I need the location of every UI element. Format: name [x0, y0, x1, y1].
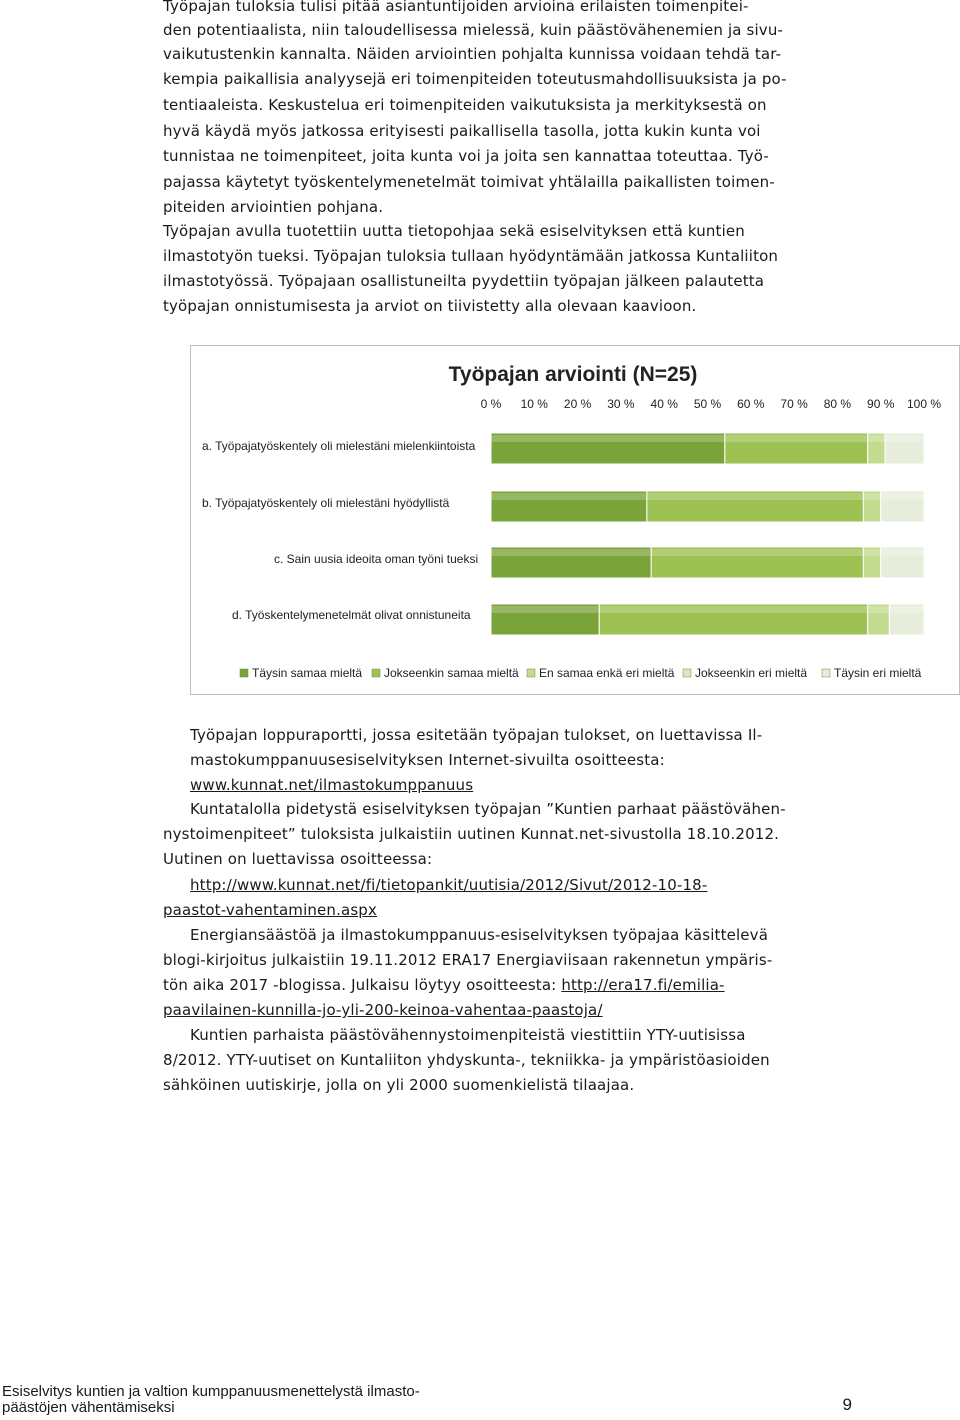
- x-tick-label: 10 %: [520, 397, 548, 411]
- body-line: Energiansäästöä ja ilmastokumppanuus-esiselvityksen työpajaa käsittelevä: [190, 926, 769, 944]
- intro-line: ilmastotyön tueksi. Työpajan tuloksia tullaan hyödyntämään jatkossa Kuntaliiton: [163, 247, 779, 265]
- category-label: b. Työpajatyöskentely oli mielestäni hyödyllistä: [202, 496, 450, 510]
- news-article-link[interactable]: http://www.kunnat.net/fi/tietopankit/uutisia/2012/Sivut/2012-10-18-: [190, 876, 708, 894]
- bar-highlight: [881, 549, 924, 556]
- body-line: mastokumppanuusesiselvityksen Internet-sivuilta osoitteesta:: [190, 751, 665, 769]
- chart-title: Työpajan arviointi (N=25): [448, 363, 698, 386]
- legend-label: Jokseenkin eri mieltä: [695, 666, 808, 680]
- bar-highlight: [863, 493, 880, 500]
- x-tick-label: 20 %: [563, 397, 592, 411]
- era17-blog-link[interactable]: http://era17.fi/emilia-: [561, 976, 725, 994]
- body-line: Kuntatalolla pidetystä esiselvityksen työpajan ”Kuntien parhaat päästövähen-: [190, 800, 786, 818]
- page-number: 9: [842, 1395, 852, 1414]
- x-tick-label: 50 %: [693, 397, 722, 411]
- blog-text: tön aika 2017 -blogissa. Julkaisu löytyy osoitteesta:: [163, 976, 562, 994]
- bar-highlight: [725, 435, 868, 442]
- legend-swatch: [822, 669, 830, 677]
- category-label: c. Sain uusia ideoita oman työni tueksi: [274, 552, 479, 566]
- body-line: Kuntien parhaista päästövähennystoimenpiteistä viestittiin YTY-uutisissa: [190, 1026, 746, 1044]
- evaluation-chart-svg: [190, 345, 960, 695]
- legend-label: Jokseenkin samaa mieltä: [384, 666, 519, 680]
- x-tick-label: 30 %: [607, 397, 635, 411]
- body-line: nystoimenpiteet” tuloksista julkaistiin uutinen Kunnat.net-sivustolla 18.10.2012.: [163, 825, 780, 843]
- intro-line: pajassa käytetyt työskentelymenetelmät toimivat yhtälailla paikallisten toimen-: [163, 173, 775, 191]
- intro-line: hyvä käydä myös jatkossa erityisesti paikallisella tasolla, jotta kukin kunta voi: [163, 122, 761, 140]
- intro-line: tentiaaleista. Keskustelua eri toimenpiteiden vaikutuksista ja merkityksestä on: [163, 96, 767, 114]
- bar-highlight: [868, 435, 885, 442]
- legend-swatch: [527, 669, 535, 677]
- bar-highlight: [491, 493, 647, 500]
- footer-line: päästöjen vähentämiseksi: [2, 1399, 175, 1416]
- evaluation-chart: [190, 345, 960, 695]
- legend-swatch: [372, 669, 380, 677]
- legend-label: En samaa enkä eri mieltä: [539, 666, 675, 680]
- bar-highlight: [599, 606, 867, 613]
- x-tick-label: 0 %: [480, 397, 502, 411]
- bar-highlight: [651, 549, 863, 556]
- x-tick-label: 70 %: [780, 397, 808, 411]
- body-line: Uutinen on luettavissa osoitteessa:: [163, 850, 433, 868]
- bar-highlight: [889, 606, 924, 613]
- x-tick-label: 40 %: [650, 397, 678, 411]
- category-label: a. Työpajatyöskentely oli mielestäni mielenkiintoista: [202, 439, 476, 453]
- bar-highlight: [863, 549, 880, 556]
- category-label: d. Työskentelymenetelmät olivat onnistuneita: [232, 608, 471, 622]
- body-line: 8/2012. YTY-uutiset on Kuntaliiton yhdyskunta-, tekniikka- ja ympäristöasioiden: [163, 1051, 770, 1069]
- body-line: Työpajan loppuraportti, jossa esitetään työpajan tulokset, on luettavissa Il-: [190, 726, 763, 744]
- legend-swatch: [683, 669, 691, 677]
- x-tick-label: 80 %: [823, 397, 852, 411]
- intro-line: tunnistaa ne toimenpiteet, joita kunta voi ja joita sen kannattaa toteuttaa. Työ-: [163, 147, 769, 165]
- footer-line: Esiselvitys kuntien ja valtion kumppanuusmenettelystä ilmasto-: [2, 1383, 420, 1400]
- intro-line: Työpajan avulla tuotettiin uutta tietopohjaa sekä esiselvityksen että kuntien: [163, 222, 745, 240]
- intro-line: työpajan onnistumisesta ja arviot on tiivistetty alla olevaan kaavioon.: [163, 297, 697, 315]
- intro-line: ilmastotyössä. Työpajaan osallistuneilta pyydettiin työpajan jälkeen palautetta: [163, 272, 765, 290]
- intro-line: vaikutustenkin kannalta. Näiden arviointien pohjalta kunnissa voidaan tehdä tar-: [163, 45, 782, 63]
- x-tick-label: 90 %: [867, 397, 895, 411]
- kunnat-ilmastokumppanuus-link[interactable]: www.kunnat.net/ilmastokumppanuus: [190, 776, 474, 794]
- bar-highlight: [647, 493, 864, 500]
- body-line: sähköinen uutiskirje, jolla on yli 2000 suomenkielistä tilaajaa.: [163, 1076, 635, 1094]
- bar-highlight: [491, 435, 725, 442]
- legend-label: Täysin eri mieltä: [834, 666, 922, 680]
- body-line-with-link: [163, 975, 725, 995]
- x-tick-label: 100 %: [906, 397, 942, 411]
- intro-line: kempia paikallisia analyysejä eri toimenpiteiden toteutusmahdollisuuksista ja po-: [163, 70, 787, 88]
- bar-highlight: [885, 435, 924, 442]
- legend-swatch: [240, 669, 248, 677]
- era17-blog-link-continued[interactable]: paavilainen-kunnilla-jo-yli-200-keinoa-vahentaa-paastoja/: [163, 1001, 603, 1019]
- intro-line: Työpajan tuloksia tulisi pitää asiantuntijoiden arvioina erilaisten toimenpitei-: [163, 0, 749, 15]
- legend-label: Täysin samaa mieltä: [252, 666, 363, 680]
- bar-highlight: [491, 606, 599, 613]
- bar-highlight: [868, 606, 890, 613]
- body-line: blogi-kirjoitus julkaistiin 19.11.2012 ERA17 Energiaviisaan rakennetun ympäris-: [163, 951, 773, 969]
- bar-highlight: [491, 549, 651, 556]
- intro-line: piteiden arviointien pohjana.: [163, 198, 384, 216]
- bar-highlight: [881, 493, 924, 500]
- news-article-link-continued[interactable]: paastot-vahentaminen.aspx: [163, 901, 377, 919]
- intro-line: den potentiaalista, niin taloudellisessa mielessä, kuin päästövähenemien ja sivu-: [163, 21, 784, 39]
- x-tick-label: 60 %: [737, 397, 765, 411]
